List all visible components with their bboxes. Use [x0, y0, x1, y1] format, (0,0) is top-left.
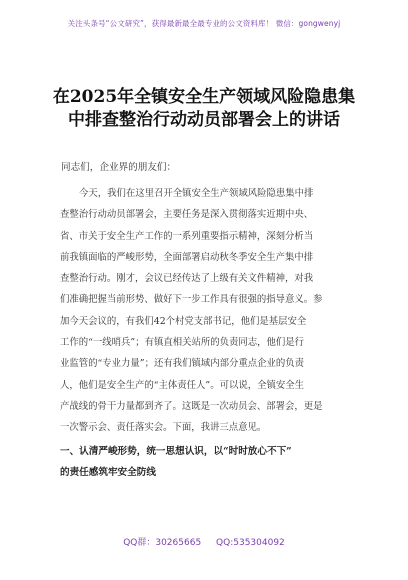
heading-line-2: 的责任感筑牢安全防线 [60, 467, 156, 479]
heading-line-1: 一、认清严峻形势，统一思想认识，以“时时放心不下” [60, 446, 292, 457]
footer-qq: QQ:535304092 [216, 538, 285, 548]
paragraph-line: 前我镇面临的严峻形势，全面部署启动秋冬季安全生产集中排 [60, 251, 314, 263]
paragraph-line: 们准确把握当前形势、做好下一步工作具有很强的指导意义。参 [60, 294, 323, 306]
speech-title [40, 86, 368, 132]
body-paragraph [60, 183, 360, 439]
paragraph-line: 加今天会议的，有我们42个村党支部书记，他们是基层安全 [60, 315, 307, 327]
title-line-1: 在2025年全镇安全生产领域风险隐患集 [52, 87, 356, 107]
paragraph-line: 业监管的“专业力量”；还有我们镇域内部分重点企业的负责 [60, 358, 304, 370]
title-line-2: 中排查整治行动动员部署会上的讲话 [68, 110, 340, 130]
greeting: 同志们，企业界的朋友们： [61, 162, 177, 173]
paragraph-line: 省、市关于安全生产工作的一系列重要指示精神，深刻分析当 [60, 230, 314, 242]
footer-contact [0, 535, 408, 548]
footer-qq-group: QQ群：30265665 [123, 538, 202, 548]
paragraph-line: 人，他们是安全生产的“主体责任人”。可以说，全镇安全生 [60, 379, 304, 391]
paragraph-line: 今天，我们在这里召开全镇安全生产领域风险隐患集中排 [79, 188, 314, 199]
paragraph-line: 工作的“一线哨兵”；有镇直相关站所的负责同志，他们是行 [60, 337, 304, 349]
header-promo-note: 关注头条号“公文研究”，获得最新最全最专业的公文资料库！ 微信：gongwenyj [67, 19, 341, 28]
paragraph-line: 产战线的骨干力量都到齐了。这既是一次动员会、部署会，更是 [60, 400, 323, 412]
section-heading-1 [60, 441, 360, 484]
paragraph-line: 一次警示会、责任落实会。下面，我讲三点意见。 [60, 422, 267, 434]
paragraph-line: 查整治行动动员部署会，主要任务是深入贯彻落实近期中央、 [60, 209, 314, 221]
paragraph-line: 查整治行动。刚才，会议已经传达了上级有关文件精神，对我 [60, 273, 314, 285]
